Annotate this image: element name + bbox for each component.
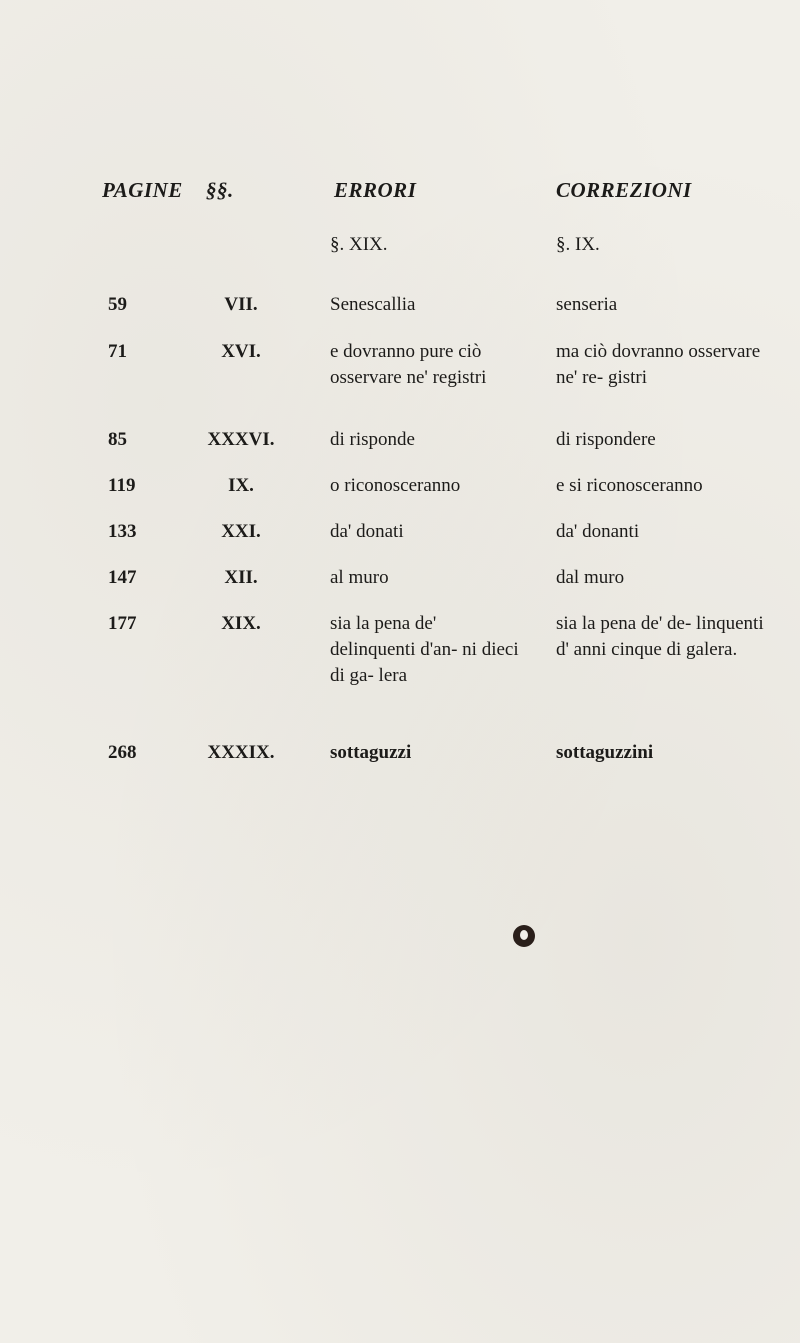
row-page: 59 bbox=[108, 294, 127, 315]
row-errore: o riconosceranno bbox=[330, 475, 461, 496]
row-section: XXXVI. bbox=[207, 429, 275, 450]
row-section: XXI. bbox=[221, 521, 261, 542]
row-errore: sia la pena de' delinquenti d'an- ni dieci di ga- lera bbox=[330, 613, 519, 686]
header-correzioni: CORREZIONI bbox=[556, 178, 692, 202]
row-correzione: ma ciò dovranno osservare ne' re- gistri bbox=[556, 341, 761, 388]
row-errore: da' donati bbox=[330, 521, 404, 542]
row-page: 85 bbox=[108, 429, 127, 450]
row-section: XVI. bbox=[221, 341, 261, 362]
row-errore: e dovranno pure ciò osservare ne' registri bbox=[330, 341, 487, 388]
row-errore: Senescallia bbox=[330, 294, 416, 315]
row-correzione: sottaguzzini bbox=[556, 742, 654, 763]
row-page: 177 bbox=[108, 613, 137, 634]
header-sections: §§. bbox=[206, 178, 234, 202]
row-errore: §. XIX. bbox=[330, 234, 388, 255]
header-errori: ERRORI bbox=[334, 178, 417, 202]
row-page: 147 bbox=[108, 567, 137, 588]
header-pagine: PAGINE bbox=[102, 178, 183, 202]
ink-stamp-mark bbox=[513, 925, 535, 947]
row-correzione: §. IX. bbox=[556, 234, 600, 255]
row-errore: al muro bbox=[330, 567, 389, 588]
row-page: 133 bbox=[108, 521, 137, 542]
row-section: IX. bbox=[228, 475, 254, 496]
row-correzione: senseria bbox=[556, 294, 618, 315]
row-page: 71 bbox=[108, 341, 127, 362]
row-section: VII. bbox=[224, 294, 258, 315]
row-errore: di risponde bbox=[330, 429, 415, 450]
row-correzione: da' donanti bbox=[556, 521, 640, 542]
row-section: XII. bbox=[224, 567, 258, 588]
row-correzione: dal muro bbox=[556, 567, 625, 588]
row-correzione: sia la pena de' de- linquenti d' anni cinque di galera. bbox=[556, 613, 764, 660]
row-correzione: di rispondere bbox=[556, 429, 656, 450]
row-correzione: e si riconosceranno bbox=[556, 475, 703, 496]
row-page: 119 bbox=[108, 475, 136, 496]
row-page: 268 bbox=[108, 742, 137, 763]
row-errore: sottaguzzi bbox=[330, 742, 412, 763]
row-section: XXXIX. bbox=[207, 742, 275, 763]
row-section: XIX. bbox=[221, 613, 261, 634]
